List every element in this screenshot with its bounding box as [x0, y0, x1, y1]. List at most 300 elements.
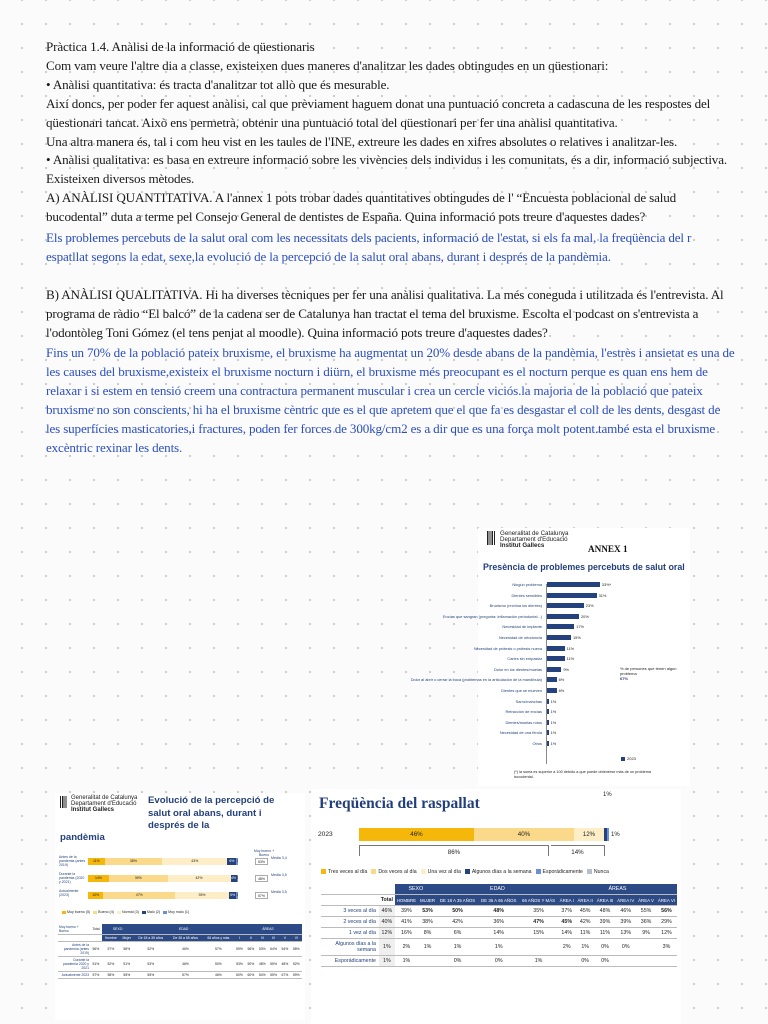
annex1-row — [478, 622, 648, 631]
annex1-bar — [547, 635, 571, 640]
evo-row-label: Actualmente 2023 — [58, 972, 90, 979]
freq-legend-item: Algunos días a la semana — [471, 869, 532, 875]
annex1-row — [478, 707, 648, 716]
evo-table-cell: 53% — [133, 957, 168, 972]
evolucio-row-label: Antes de la pandemia (antes 2019) — [59, 855, 86, 867]
evo-table-cell: 58% — [291, 942, 302, 957]
freq-table-cell: 13% — [615, 928, 636, 939]
evo-subhead-cell: De 18 a 35 años — [133, 935, 168, 942]
evo-table-cell: 64% — [268, 942, 279, 957]
annex1-bar-value: 1% — [550, 730, 557, 736]
annex1-bar — [547, 730, 549, 735]
evo-table-cell: 60% — [245, 972, 256, 979]
evo-table-cell: 54% — [279, 942, 290, 957]
evo-head-areas: ÁREAS — [234, 924, 302, 935]
evolucio-bar-segment: 10% — [88, 892, 103, 899]
annex1-image — [410, 528, 690, 786]
annex1-bar — [547, 624, 574, 629]
annex1-bar-value: 11% — [566, 645, 575, 651]
evolucio-media: Media 3,5 — [271, 873, 287, 877]
legend-swatch-icon — [621, 757, 625, 761]
legend-swatch-icon — [321, 869, 326, 874]
evolucio-bar-segment: 6% — [227, 858, 236, 865]
freq-row-label: 3 veces al día — [321, 906, 379, 917]
evo-subhead-cell: Mujer — [120, 935, 134, 942]
freq-bracket-86: 86% — [359, 845, 549, 856]
evo-subhead-row — [58, 935, 302, 942]
evo-table-cell: 55% — [268, 957, 279, 972]
freq-stacked-bar — [359, 828, 609, 841]
annex1-bar-label: Bruxismo (rechina los dientes) — [489, 603, 542, 609]
freq-small-label: 1% — [611, 832, 620, 838]
annex1-bar-value: 31% — [598, 592, 607, 598]
freq-row-label: 2 veces al día — [321, 917, 379, 928]
freq-subhead-cell: DE 18 A 35 AÑOS — [437, 895, 478, 906]
annex1-bar — [547, 667, 561, 672]
freq-table-cell: 36% — [636, 917, 656, 928]
evo-subhead-cell: VI — [291, 935, 302, 942]
freq-table-cell: 1% — [418, 939, 437, 956]
annex1-bar-label: Sarro/manchas — [515, 698, 542, 704]
freq-table-cell: 39% — [395, 906, 418, 917]
freq-table-cell: 37% — [558, 906, 576, 917]
evolucio-bar-segment: 5% — [230, 893, 236, 897]
annex1-bar — [547, 646, 565, 651]
legend-swatch-icon — [421, 869, 426, 874]
annex1-bar — [547, 709, 549, 714]
freq-table-cell: 11% — [576, 928, 595, 939]
evolucio-image — [55, 793, 305, 1020]
evo-table-cell: 56% — [245, 942, 256, 957]
annex1-row — [478, 739, 648, 748]
evolucio-table — [58, 924, 302, 979]
evo-table-row — [58, 942, 302, 957]
question-a: A) ANÀLISI QUANTITATIVA. A l'annex 1 pots trobar dades quantitatives obtingudes de l' “Encuesta poblacional de salud bucodental” duta a terme pel Consejo General de dentistes de España. Quina informació pots treure d'aquestes dades? — [46, 190, 677, 225]
annex1-row — [473, 644, 648, 653]
evo-table-cell: 51% — [120, 957, 134, 972]
freq-legend — [317, 869, 609, 875]
evolucio-legend — [59, 910, 189, 914]
freq-table-cell: 9% — [636, 928, 656, 939]
evo-table-cell: 53% — [234, 957, 245, 972]
annex1-chart-title: Presència de problemes percebuts de salut oral — [483, 562, 685, 572]
annex1-bar-label: Dientes/muelas rotos — [505, 719, 542, 725]
evo-table-cell: 52% — [291, 957, 302, 972]
evo-head-good: Muy bueno + Bueno — [58, 924, 90, 935]
evo-head-sexo: SEXO — [102, 924, 134, 935]
annex1-bar-label: Ningún problema — [512, 582, 542, 587]
evolucio-title: Evolució de la percepció de salut oral abans, durant i després de la — [148, 795, 275, 831]
quantitative-explanation: Així doncs, per poder fer aquest anàlisi, cal que prèviament haguem donat una puntuació concreta a cadascuna de les respostes del qüestionari tancat. Això ens permetrà, obtenir una puntuació total del qüestionari per fer una anàlisi quantitativa. — [46, 95, 711, 130]
freq-total-cell: 1% — [379, 956, 395, 967]
evolucio-bar-segment: 47% — [103, 892, 175, 899]
freq-table-cell: 15% — [519, 928, 558, 939]
annex1-bar-value: 6% — [558, 688, 565, 693]
evolucio-row — [55, 889, 305, 903]
evo-table-cell: 59% — [234, 942, 245, 957]
freq-table-cell: 6% — [437, 928, 478, 939]
annex1-bar-label: Dolor en los dientes/muelas — [493, 666, 542, 672]
evolucio-bar-segment: 35% — [175, 892, 229, 899]
freq-head-edad: EDAD — [437, 884, 558, 895]
freq-table-cell: 48% — [478, 906, 519, 917]
freq-table-cell: 8% — [418, 928, 437, 939]
freq-table-cell: 53% — [418, 906, 437, 917]
freq-subhead-row — [321, 895, 677, 906]
evo-table-row — [58, 972, 302, 979]
evolucio-legend-item: Malo (2) — [146, 910, 161, 914]
evolucio-title-end: pandèmia — [60, 832, 105, 843]
annex1-side-note — [620, 666, 680, 681]
annex1-bar-value: 11% — [566, 656, 575, 662]
legend-swatch-icon — [117, 911, 121, 914]
annex1-bar — [547, 593, 597, 598]
freq-subhead-cell: 66 AÑOS Y MÁS — [519, 895, 558, 906]
qualitative-bullet: • Anàlisi qualitativa: es basa en extreure informació sobre les vivències dels individus i les comunitats, és a dir, informació subjectiva. Existeixen diversos mètodes. — [46, 152, 727, 187]
evo-subhead-cell: II — [245, 935, 256, 942]
evo-subhead-blank — [90, 935, 102, 942]
evolucio-stacked-bar — [88, 892, 238, 899]
freq-table-body — [321, 906, 677, 967]
evo-table-cell: 52% — [133, 942, 168, 957]
annex1-bar — [547, 699, 549, 704]
quantitative-bullet: • Anàlisi quantitativa: és tracta d'analitzar tot allò que és mesurable. — [46, 76, 390, 92]
evolucio-bar-segment — [237, 875, 239, 882]
freq-table-cell: 1% — [478, 939, 519, 956]
freq-total-cell: 12% — [379, 928, 395, 939]
freq-head-sexo: SEXO — [395, 884, 437, 895]
freq-table-cell: 0% — [615, 939, 636, 956]
evolucio-bar-segment — [236, 858, 238, 865]
freq-table-cell — [418, 956, 437, 967]
freq-table-cell: 42% — [576, 917, 595, 928]
annex1-bar-value: 1% — [550, 719, 557, 725]
evolucio-legend-item: Normal (3) — [121, 910, 139, 914]
evo-table-cell: 50% — [245, 957, 256, 972]
freq-table — [321, 884, 677, 967]
institution-line2: Departament d'Educació — [500, 536, 568, 543]
evo-table-cell: 46% — [168, 957, 203, 972]
legend-swatch-icon — [536, 869, 541, 874]
freq-table-row — [321, 928, 677, 939]
annex1-label: ANNEX 1 — [588, 544, 628, 554]
annex1-bar-value: 15% — [573, 635, 581, 640]
freq-table-cell: 55% — [636, 906, 656, 917]
evo-table-cell: 53% — [257, 942, 268, 957]
evo-table-cell: 58% — [120, 942, 134, 957]
freq-table-row — [321, 906, 677, 917]
freq-table-cell: 41% — [395, 917, 418, 928]
freq-table-row — [321, 939, 677, 956]
freq-table-cell: 2% — [558, 939, 576, 956]
evo-row-label: Antes de la pandemia (antes 2019) — [58, 942, 90, 957]
freq-table-cell: 14% — [478, 928, 519, 939]
annex1-bar-label: Necesidad de prótesis o prótesis nueva — [473, 645, 542, 651]
evo-table-body — [58, 942, 302, 979]
annex1-footnote: (*) la suma es superior a 100 debido a que puede obtenerse más de un problema bucodental. — [514, 770, 651, 779]
evo-table-cell: 58% — [102, 972, 120, 979]
freq-table-cell: 35% — [519, 906, 558, 917]
annex1-row — [478, 697, 648, 706]
annex1-side-value: 67% — [620, 676, 629, 681]
annex1-bar-label: Necesidad de ortodoncia — [498, 635, 542, 640]
freq-legend-item: Dos veces al día — [378, 869, 417, 875]
freq-bar-segment: 12% — [574, 828, 604, 841]
evolucio-legend-item: Muy malo (1) — [168, 910, 190, 914]
annex1-bar — [547, 720, 549, 725]
ine-paragraph: Una altra manera és, tal i com heu vist en les taules de l'INE, extreure les dades en xifres absolutes o relatives i analitzar-les. — [46, 133, 678, 149]
freq-table-cell — [636, 939, 656, 956]
evo-subhead-blank — [58, 935, 90, 942]
freq-table-cell — [636, 956, 656, 967]
freq-legend-item: Esporádicamente — [542, 869, 583, 875]
evo-table-cell: 50% — [203, 957, 234, 972]
evolucio-row-label: Actualmente (2023) — [59, 889, 79, 897]
freq-table-cell: 1% — [395, 956, 418, 967]
annex1-bar — [547, 603, 584, 608]
evolucio-tag-good: Muy bueno + Bueno — [253, 849, 275, 857]
evo-table-cell: 57% — [203, 942, 234, 957]
freq-table-cell: 1% — [576, 939, 595, 956]
freq-year: 2023 — [318, 831, 333, 838]
evo-subhead-cell: IV — [268, 935, 279, 942]
freq-bar-segment — [607, 828, 610, 841]
freq-bracket-14: 14% — [551, 845, 605, 856]
freq-table-cell: 16% — [395, 928, 418, 939]
freq-table-cell: 39% — [615, 917, 636, 928]
annex1-legend — [621, 756, 636, 761]
freq-bar-segment: 46% — [359, 828, 474, 841]
freq-subhead-cell: HOMBRE — [395, 895, 418, 906]
annex1-bar-label: Otros — [532, 741, 542, 746]
freq-head-areas: ÁREAS — [558, 884, 677, 895]
evo-head-edad: EDAD — [133, 924, 233, 935]
evolucio-bar-segment: 4% — [230, 876, 237, 880]
freq-table-cell: 0% — [478, 956, 519, 967]
generalitat-logo-icon — [60, 796, 67, 808]
evo-head-total: Total — [90, 924, 102, 935]
evolucio-good-total: 48% — [255, 875, 268, 882]
evo-table-cell: 48% — [279, 957, 290, 972]
evolucio-good-total: 53% — [255, 858, 268, 865]
annex1-bar-label: Encías que sangran (pregunta: inflamación periodontal...) — [442, 613, 542, 619]
freq-table-cell: 39% — [595, 917, 615, 928]
freq-subhead-cell: MUJER — [418, 895, 437, 906]
freq-table-cell — [615, 956, 636, 967]
freq-table-cell: 47% — [519, 917, 558, 928]
evolucio-legend-item: Bueno (4) — [98, 910, 114, 914]
freq-row-label: Esporádicamente — [321, 956, 379, 967]
evolucio-bar-segment: 39% — [109, 875, 168, 882]
evo-table-cell: 59% — [291, 972, 302, 979]
freq-table-cell: 45% — [558, 917, 576, 928]
annex1-bar-label: Dientes sensibles — [511, 592, 542, 598]
evo-table-cell: 48% — [257, 957, 268, 972]
intro-paragraph: Com vam veure l'altre dia a classe, existeixen dues maneres d'analitzar les dades obtingudes en un qüestionari: — [46, 57, 609, 73]
evo-table-cell: 56% — [90, 942, 102, 957]
evolucio-media: Media 3,5 — [271, 890, 287, 894]
annex1-row — [478, 633, 648, 642]
freq-subhead-blank — [321, 895, 379, 906]
annex1-bar-value: 33%* — [601, 582, 612, 587]
freq-table-cell — [656, 956, 677, 967]
evo-table-cell: 60% — [234, 972, 245, 979]
annex1-side-text: % de persones que tenen algun problema — [620, 666, 677, 676]
institution-line1: Generalitat de Catalunya — [500, 530, 569, 537]
evo-subhead-cell: III — [257, 935, 268, 942]
freq-subhead-cell: ÁREA I — [558, 895, 576, 906]
evo-table-cell: 67% — [279, 972, 290, 979]
evolucio-row-label: Durante la pandemia (2020 y 2021) — [59, 872, 85, 884]
evo-subhead-cell: Hombre — [102, 935, 120, 942]
evolucio-media: Media 3,4 — [271, 856, 287, 860]
legend-swatch-icon — [465, 869, 470, 874]
evolucio-bar-segment: 43% — [162, 858, 227, 865]
freq-table-cell: 0% — [595, 956, 615, 967]
evo-table-cell: 57% — [90, 972, 102, 979]
freq-bar-segment: 40% — [474, 828, 574, 841]
freq-table-cell: 56% — [656, 906, 677, 917]
annex1-row — [442, 612, 648, 621]
annex1-bar-value: 1% — [550, 698, 557, 704]
freq-table-cell: 45% — [576, 906, 595, 917]
annex1-bar — [547, 656, 565, 661]
evolucio-good-total: 57% — [255, 892, 268, 899]
freq-table-cell: 3% — [656, 939, 677, 956]
evo-table-cell: 54% — [257, 972, 268, 979]
answer-b[interactable]: Fins un 70% de la població pateix bruxisme, el bruxisme ha augmentat un 20% desde abans de la pandèmia, l'estrès i ansietat es una de les causes del bruxisme,existeix el bruxisme nocturn i diürn, el bruxisme més preocupant es el nocturn perque es quan ens hem de relaxar i si estem en tensió creem una contractura permanent muscular i crea un cercle viciós.la majoria de la població que pateix bruxisme no son conscients, hi ha el bruxisme cèntric que es el que apretem que el que fa es desgastar el coll de les dents, desgast de les superfícies masticatories,i fractures, poden fer forces de 300kg/cm2 es a dir que es una força molt potent.també esta el bruxisme excèntric rexinar les dents. — [46, 345, 735, 455]
freq-total-label: Total — [379, 895, 395, 906]
legend-swatch-icon — [62, 911, 66, 914]
annex1-bar-value: 6% — [558, 677, 565, 683]
evo-subhead-cell: I — [234, 935, 245, 942]
evo-table-cell: 46% — [168, 942, 203, 957]
evolucio-legend-item: Muy bueno (5) — [67, 910, 91, 914]
annex1-row — [478, 728, 648, 737]
annex1-bar-label: Dolor al abrir o cerrar la boca (problemas en la articulación de la mandíbula) — [410, 677, 542, 683]
freq-total-cell: 40% — [379, 917, 395, 928]
practica-title: Pràctica 1.4. Anàlisi de la informació de qüestionaris — [46, 39, 315, 54]
annex1-bar — [547, 614, 579, 619]
annex1-bar-value: 1% — [550, 741, 557, 746]
evo-table-cell: 51% — [90, 957, 102, 972]
annex1-bar-label: Dientes que se mueven — [501, 688, 542, 693]
freq-table-cell: 1% — [519, 956, 558, 967]
evo-table-row — [58, 957, 302, 972]
freq-table-cell: 2% — [395, 939, 418, 956]
evo-table-cell: 57% — [168, 972, 203, 979]
freq-row-label: 1 vez al día — [321, 928, 379, 939]
freq-table-cell: 11% — [595, 928, 615, 939]
answer-a[interactable]: Els problemes percebuts de la salut oral com les necessitats dels pacients, informació de l'estat, si els fa mal, la freqüència del r espatllat segons la edat, sexe,la evolució de la percepció de la salut oral abans, durant i després de la pandèmia. — [46, 230, 692, 264]
freq-table-cell — [519, 939, 558, 956]
freq-subhead-cell: ÁREA VI — [656, 895, 677, 906]
freq-legend-item: Nunca — [593, 869, 609, 875]
legend-swatch-icon — [587, 869, 592, 874]
evo-table-cell: 46% — [203, 972, 234, 979]
evolucio-bar-segment: 38% — [105, 858, 163, 865]
freq-table-cell: 50% — [437, 906, 478, 917]
annex1-row — [478, 686, 648, 695]
annex1-bar — [547, 582, 600, 587]
freq-subhead-cell: ÁREA III — [595, 895, 615, 906]
question-b: B) ANÀLISI QUALITATIVA. Hi ha diverses tècniques per fer una anàlisi qualitativa. La més coneguda i utilitzada és l'entrevista. Al programa de ràdio “El balcó” de la cadena ser de Catalunya han tractat el tema del bruxisme. Escolta el podcast on s'entrevista a l'odontòleg Toni Gómez (el tens penjat al moodle). Quina informació pots treure d'aquestes dades? — [46, 287, 724, 340]
annex1-bar-label: Retracción de encías — [505, 709, 542, 715]
annex1-bar-label: Caries sin empastar — [507, 656, 542, 662]
freq-top-label: 1% — [603, 792, 612, 798]
evo-row-label: Durante la pandemia 2020 y 2021 — [58, 957, 90, 972]
annex1-bar — [547, 741, 549, 746]
institution-line3: Institut Gallecs — [71, 807, 115, 813]
annex1-bar-value: 23% — [585, 603, 594, 609]
annex1-legend-label: 2023 — [627, 756, 636, 761]
freq-table-cell: 38% — [418, 917, 437, 928]
freq-subhead-cell: ÁREA V — [636, 895, 656, 906]
annex1-bar — [547, 688, 557, 693]
freq-subhead-cell: ÁREA IV — [615, 895, 636, 906]
freq-head-blank — [321, 884, 379, 895]
freq-table-row — [321, 917, 677, 928]
annex1-bar-label: Necesidad de una férula — [499, 730, 542, 736]
freq-legend-item: Tres veces al día — [328, 869, 368, 875]
annex1-row — [478, 654, 648, 663]
annex1-bar-label: Necesidad de implante — [502, 624, 542, 630]
legend-swatch-icon — [163, 911, 167, 914]
evo-subhead-cell: De 36 a 65 años — [168, 935, 203, 942]
evolucio-stacked-bar — [88, 858, 238, 865]
legend-swatch-icon — [93, 911, 97, 914]
annex1-row — [478, 718, 648, 727]
evo-subhead-cell: V — [279, 935, 290, 942]
institution-line2: Departament d'Educació — [71, 801, 137, 807]
annex1-row — [478, 601, 648, 610]
freq-table-cell: 14% — [558, 928, 576, 939]
evo-table-cell: 55% — [120, 972, 134, 979]
evo-subhead-cell: 66 años y más — [203, 935, 234, 942]
annex1-bar-value: 20% — [581, 613, 589, 619]
freq-table-cell: 0% — [595, 939, 615, 956]
frequencia-title: Freqüència del raspallat — [319, 795, 480, 812]
annex1-bar-value: 1% — [550, 709, 557, 715]
generalitat-logo-icon — [487, 531, 495, 545]
legend-swatch-icon — [371, 869, 376, 874]
freq-subhead-cell: DE 36 A 65 AÑOS — [478, 895, 519, 906]
freq-table-cell: 46% — [615, 906, 636, 917]
freq-total-cell: 1% — [379, 939, 395, 956]
freq-subhead-cell: ÁREA II — [576, 895, 595, 906]
frequencia-image — [311, 789, 681, 1024]
evolucio-bar-segment — [236, 892, 238, 899]
evolucio-stacked-bar — [88, 875, 238, 882]
evolucio-bar-segment: 11% — [88, 858, 105, 865]
institution-line3: Institut Gallecs — [500, 542, 545, 549]
freq-row-label: Algunos días a la semana — [321, 939, 379, 956]
evo-table-cell: 52% — [102, 957, 120, 972]
freq-table-cell: 42% — [437, 917, 478, 928]
legend-swatch-icon — [142, 911, 146, 914]
freq-table-cell: 12% — [656, 928, 677, 939]
annex1-row — [478, 591, 648, 600]
annex1-bar-value: 9% — [563, 666, 570, 672]
evolucio-row — [55, 872, 305, 886]
evo-table-cell: 57% — [102, 942, 120, 957]
evolucio-bar-segment: 42% — [168, 875, 231, 882]
freq-table-cell: 0% — [437, 956, 478, 967]
evo-table-cell: 55% — [133, 972, 168, 979]
freq-table-cell: 0% — [576, 956, 595, 967]
institution-line1: Generalitat de Catalunya — [71, 795, 138, 801]
freq-legend-item: Una vez al día — [427, 869, 461, 875]
